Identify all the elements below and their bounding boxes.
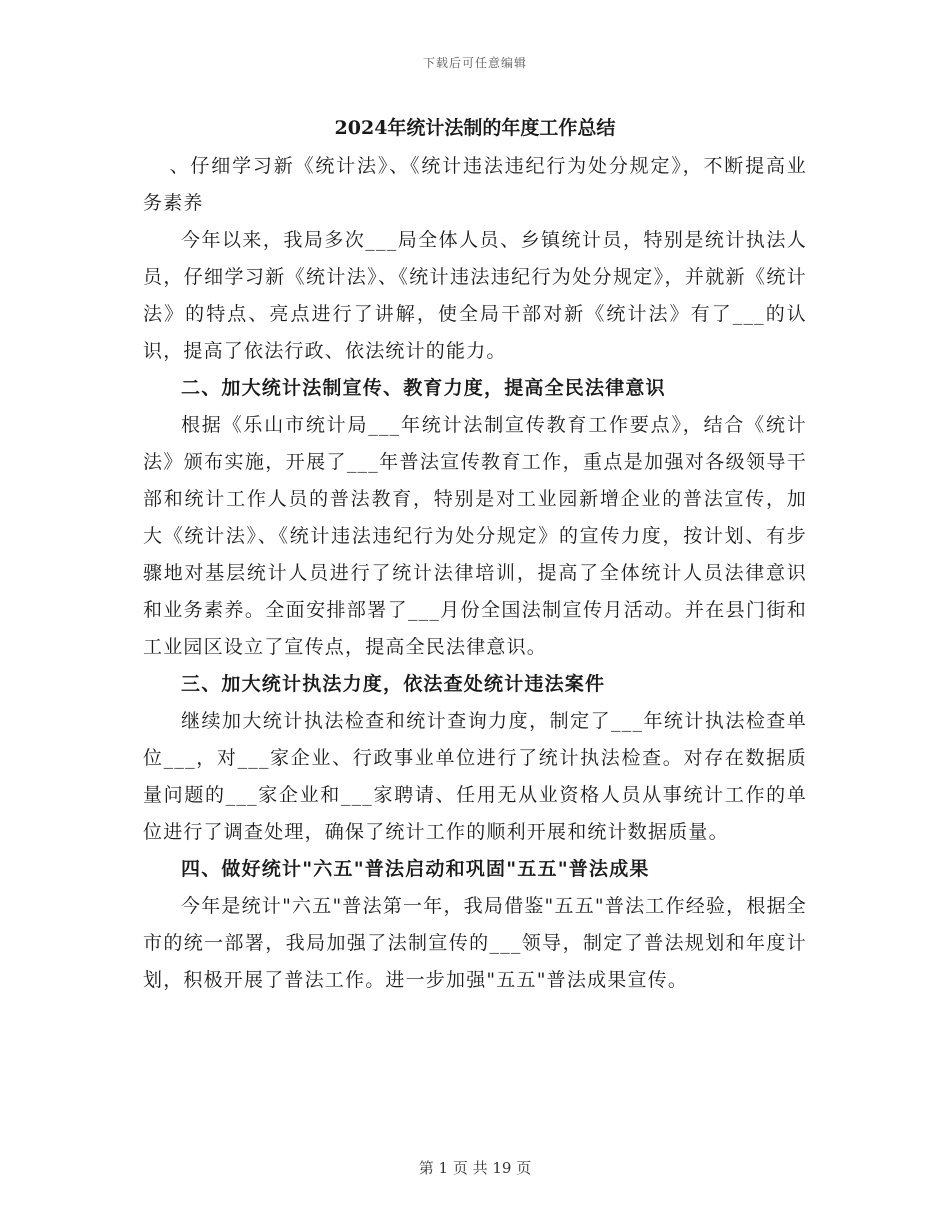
paragraph-enforcement: 继续加大统计执法检查和统计查询力度，制定了___年统计执法检查单位___，对___家企业、行政事业单位进行了统计执法检查。对存在数据质量问题的___家企业和___家聘请、任用无从业资格人员从事统计工作的单位进行了调查处理，确保了统计工作的顺利开展和统计数据质量。 [143, 710, 807, 843]
paragraph-study: 今年以来，我局多次___局全体人员、乡镇统计员，特别是统计执法人员，仔细学习新《统计法》、《统计违法违纪行为处分规定》，并就新《统计法》的特点、亮点进行了讲解，使全局干部对新《统计法》有了___的认识，提高了依法行政、依法统计的能力。 [143, 229, 807, 362]
document-body [143, 112, 807, 999]
document-title: 2024年统计法制的年度工作总结 [334, 117, 616, 139]
section-heading-2: 二、加大统计法制宣传、教育力度，提高全民法律意识 [181, 377, 666, 399]
section-heading-4: 四、做好统计"六五"普法启动和巩固"五五"普法成果 [181, 858, 650, 880]
page-footer: 第 1 页 共 19 页 [418, 1159, 532, 1177]
paragraph-publicity: 根据《乐山市统计局___年统计法制宣传教育工作要点》，结合《统计法》颁布实施，开展了___年普法宣传教育工作，重点是加强对各级领导干部和统计工作人员的普法教育，特别是对工业园新增企业的普法宣传，加大《统计法》、《统计违法违纪行为处分规定》的宣传力度，按计划、有步骤地对基层统计人员进行了统计法律培训，提高了全体统计人员法律意识和业务素养。全面安排部署了___月份全国法制宣传月活动。并在县门街和工业园区设立了宣传点，提高全民法律意识。 [143, 414, 807, 658]
header-note: 下载后可任意编辑 [422, 56, 527, 70]
paragraph-intro: 、仔细学习新《统计法》、《统计违法违纪行为处分规定》，不断提高业务素养 [143, 155, 807, 214]
section-heading-3: 三、加大统计执法力度，依法查处统计违法案件 [181, 673, 606, 695]
paragraph-legal-education: 今年是统计"六五"普法第一年，我局借鉴"五五"普法工作经验，根据全市的统一部署，我局加强了法制宣传的___领导，制定了普法规划和年度计划，积极开展了普法工作。进一步加强"五五"普法成果宣传。 [143, 895, 807, 991]
